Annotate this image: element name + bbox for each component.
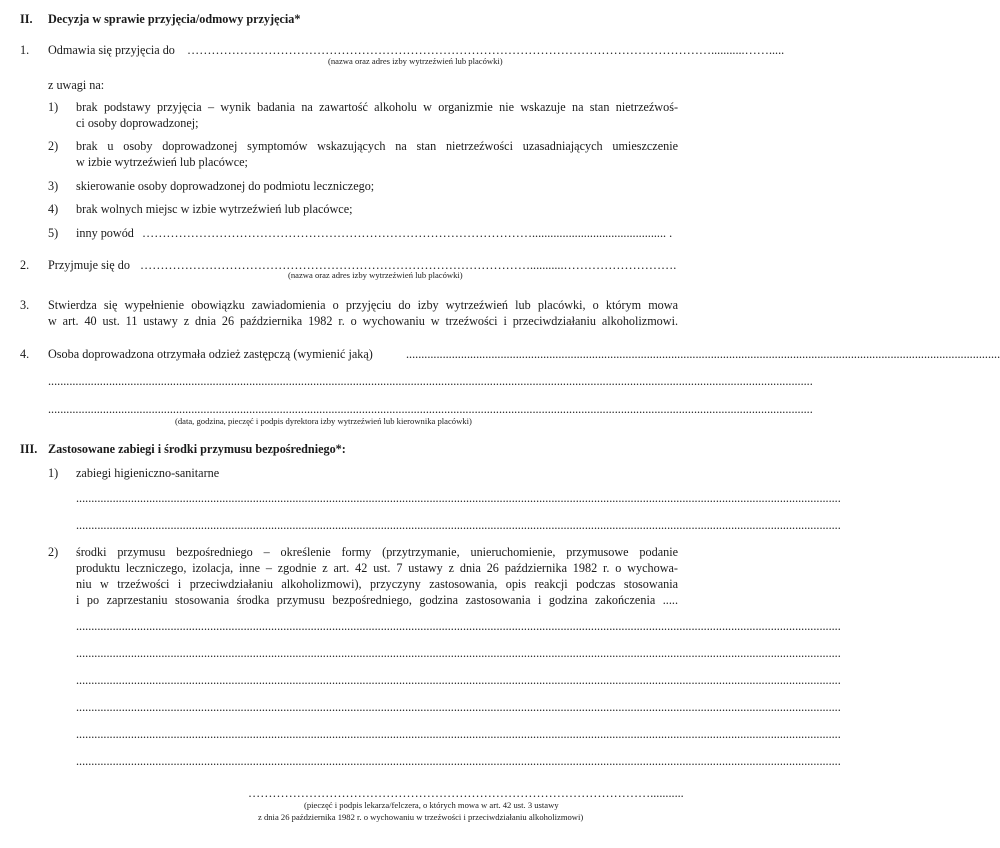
item-3-number: 3. xyxy=(20,298,30,312)
reason-3-text: skierowanie osoby doprowadzonej do podmiotu leczniczego; xyxy=(76,179,375,193)
reason-1-line-1: brak podstawy przyjęcia – wynik badania na zawartość alkoholu w organizmie nie wskazuje na stan nietrzeźwoś- xyxy=(76,100,678,114)
measure-2-line-2: produktu leczniczego, izolacja, inne – zgodnie z art. 42 ust. 7 ustawy z dnia 26 października 1982 r. o wychowa- xyxy=(76,561,678,575)
measure-2-fill-line-5[interactable]: ........................................................................................................................................................................................................................................................... xyxy=(76,727,841,741)
doctor-signature-caption-1: (pieczęć i podpis lekarza/felczera, o których mowa w art. 42 ust. 3 ustawy xyxy=(304,800,559,810)
measure-2-fill-line-4[interactable]: ........................................................................................................................................................................................................................................................... xyxy=(76,700,841,714)
reason-3-number: 3) xyxy=(48,179,59,193)
measure-1-label: zabiegi higieniczno-sanitarne xyxy=(76,466,220,480)
section-2-heading: Decyzja w sprawie przyjęcia/odmowy przyjęcia* xyxy=(48,12,301,26)
item-3-line-2: w art. 40 ust. 11 ustawy z dnia 26 października 1982 r. o wychowaniu w trzeźwości i przeciwdziałaniu alkoholizmowi. xyxy=(48,314,678,328)
section-3-number: III. xyxy=(20,442,38,456)
measure-1-fill-line-1[interactable]: ........................................................................................................................................................................................................................................................... xyxy=(76,491,841,505)
doctor-signature-caption-2: z dnia 26 października 1982 r. o wychowaniu w trzeźwości i przeciwdziałaniu alkoholizmowi) xyxy=(258,812,584,822)
measure-2-line-3: niu w trzeźwości i przeciwdziałaniu alkoholizmowi), przyczyny zastosowania, opis reakcji podczas stosowania xyxy=(76,577,678,591)
measure-2-fill-line-2[interactable]: ........................................................................................................................................................................................................................................................... xyxy=(76,646,841,660)
director-signature-caption: (data, godzina, pieczęć i podpis dyrektora izby wytrzeźwień lub kierownika placówki) xyxy=(175,416,472,426)
section-3-heading: Zastosowane zabiegi i środki przymusu bezpośredniego*: xyxy=(48,442,346,456)
reason-5-fill-line[interactable]: ……………………………………………………………………………………............................................ . xyxy=(142,226,673,240)
director-signature-line[interactable]: ........................................................................................................................................................................................................................................................... xyxy=(48,402,813,416)
item-2-label: Przyjmuje się do xyxy=(48,258,130,272)
item-4-fill-line[interactable]: ................................................................................................................................................................................................... xyxy=(406,347,1000,361)
reason-5-number: 5) xyxy=(48,226,59,240)
reason-2-number: 2) xyxy=(48,139,59,153)
reasons-intro: z uwagi na: xyxy=(48,78,105,92)
item-1-number: 1. xyxy=(20,43,30,57)
reason-2-line-2: w izbie wytrzeźwień lub placówce; xyxy=(76,155,248,169)
reason-2-line-1: brak u osoby doprowadzonej symptomów wskazujących na stan nietrzeźwości uzasadniających umieszczenie xyxy=(76,139,678,153)
item-1-caption: (nazwa oraz adres izby wytrzeźwień lub placówki) xyxy=(328,56,503,66)
item-3-line-1: Stwierdza się wypełnienie obowiązku zawiadomienia o przyjęciu do izby wytrzeźwień lub placówki, o którym mowa xyxy=(48,298,678,312)
doctor-signature-line[interactable]: ………………………………………………………………………………………........... xyxy=(248,786,684,800)
reason-4-text: brak wolnych miejsc w izbie wytrzeźwień lub placówce; xyxy=(76,202,353,216)
measure-1-fill-line-2[interactable]: ........................................................................................................................................................................................................................................................... xyxy=(76,518,841,532)
measure-1-number: 1) xyxy=(48,466,59,480)
item-1-label: Odmawia się przyjęcia do xyxy=(48,43,175,57)
measure-2-fill-line-6[interactable]: ........................................................................................................................................................................................................................................................... xyxy=(76,754,841,768)
item-4-label: Osoba doprowadzona otrzymała odzież zastępczą (wymienić jaką) xyxy=(48,347,373,361)
section-2-number: II. xyxy=(20,12,33,26)
reason-5-text: inny powód xyxy=(76,226,134,240)
measure-2-fill-line-3[interactable]: ........................................................................................................................................................................................................................................................... xyxy=(76,673,841,687)
reason-1-number: 1) xyxy=(48,100,59,114)
measure-2-fill-line-1[interactable]: ........................................................................................................................................................................................................................................................... xyxy=(76,619,841,633)
measure-2-line-1: środki przymusu bezpośredniego – określenie formy (przytrzymanie, unieruchomienie, przymusowe podanie xyxy=(76,545,678,559)
item-4-number: 4. xyxy=(20,347,30,361)
reason-4-number: 4) xyxy=(48,202,59,216)
item-1-fill-line[interactable]: …………………………………………………………………………………………………………………...........……..... xyxy=(187,43,785,57)
item-2-number: 2. xyxy=(20,258,30,272)
item-4-fill-line-2[interactable]: ........................................................................................................................................................................................................................................................... xyxy=(48,374,813,388)
item-2-fill-line[interactable]: ……………………………………………………………………………………...........………………………. xyxy=(140,258,677,272)
measure-2-number: 2) xyxy=(48,545,59,559)
item-2-caption: (nazwa oraz adres izby wytrzeźwień lub placówki) xyxy=(288,270,463,280)
measure-2-line-4: i po zaprzestaniu stosowania środka przymusu bezpośredniego, godzina zastosowania i godzina zakończenia ..... xyxy=(76,593,678,607)
reason-1-line-2: ci osoby doprowadzonej; xyxy=(76,116,199,130)
